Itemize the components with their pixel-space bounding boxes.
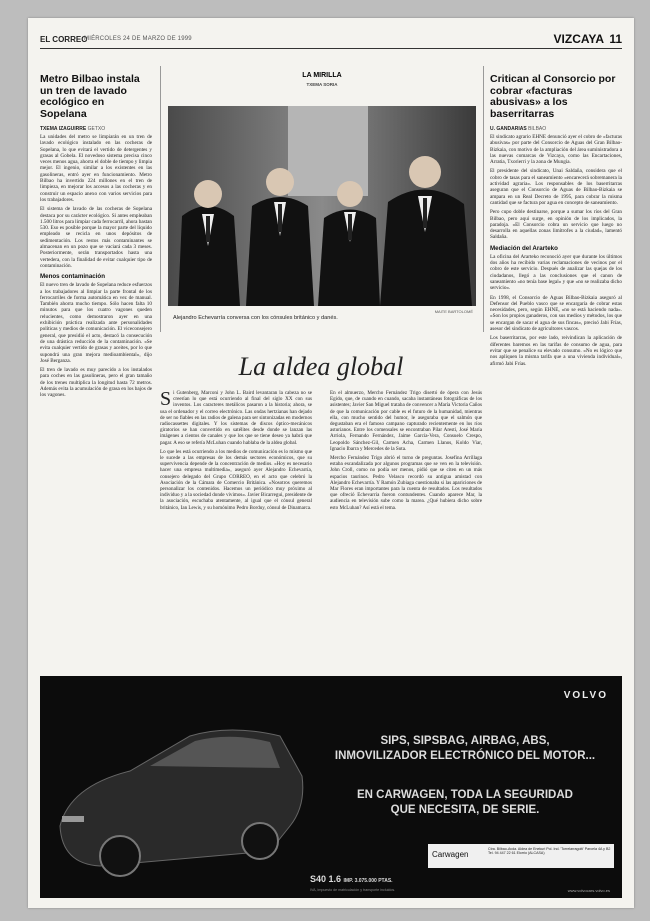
center-column-a: [160, 390, 312, 514]
left-place: GETXO: [87, 126, 106, 132]
left-headline: Metro Bilbao instala un tren de lavado ecológico en Sopelana: [40, 73, 140, 120]
column-title: La aldea global: [238, 352, 404, 381]
right-byline: [490, 126, 622, 132]
page-header: [40, 32, 622, 49]
left-paragraph: La unidades del metro se limpiarán en un tren de lavado ecológico instalado en las cocheras de Sopelana, lo que evitará el vertido de detergentes y grasas al Gobela. El novedoso sistema precisa cinco veces menos agua, ahorra el doble de tiempo y limpia mejor. El ingenio, similar a los existentes en las gasolineras, entró ayer en funcionamiento. Metro Bilbao ha invertido 224 millones en el tren de limpieza, en mejorar los accesos a las cocheras y en construir un espacio anexo con varios servicios para los trabajadores.: [40, 134, 152, 203]
center-column-b: [330, 390, 482, 514]
news-photo: [168, 106, 476, 306]
ad-price-note: IMP. 3.075.000 PTAS.: [343, 878, 393, 884]
ad-slogan: [310, 788, 620, 818]
photo-credit: MAITE BARTOLOMÉ: [434, 309, 473, 314]
center-paragraph-text: i Gutenberg, Marconi y John L. Baird levantaran la cabeza no se creerían lo que está ocurriendo al final del siglo XX con sus inventos. Los caracteres metálicos pasaron a la historia; ahora, se usa el ordenador y el correo electrónico. Las ondas hertzianas han dejado de ser no fiables en las radios de galena para ser sintonizadas en modernos radiocassettes digitales. Y los sistemas de discos óptico-mecánicos giratorios se han convertido en satélites desde donde se lanzan las imágenes a cientos de canales y que los que se tiene deseo ya habrá que pagar. A eso se refería McLuhan cuando hablaba de la aldea global.: [160, 390, 312, 446]
dealer-box: [428, 844, 614, 868]
ad-features-line: INMOVILIZADOR ELECTRÓNICO DEL MOTOR...: [334, 750, 596, 762]
right-paragraph: El presidente del sindicato, Unai Saldaña, considera que el cobro de tasas para el saneamiento «encarecerá sobremanera la actividad agraria». Los responsables de los baserritarras aseguran que el Consorcio de Aguas de Bilbao-Bizkaia se ampara en un Real Decreto de 1995, para cobrar la misma cantidad que se factura por agua en concepto de saneamiento.: [490, 168, 622, 206]
left-subhead: Menos contaminación: [40, 273, 105, 281]
right-place: BILBAO: [528, 126, 547, 132]
newspaper-name: EL CORREO: [40, 35, 88, 44]
ad-features: [310, 734, 620, 764]
right-paragraph: El sindicato agrario EHNE denunció ayer el cobro de «facturas abusivas» por parte del Consorcio de Aguas del Gran Bilbao-Bizkaia, con motivo de la ampliación del área suministradora a las nuevas comarcas de Vizcaya, como las Encartaciones, Arratia, Txorierri y la zona de Mungia.: [490, 134, 622, 166]
center-paragraph: Mercho Fernández Trigo abrió el turno de preguntas. Josefina Arrillaga estaba escandalizada por algunos programas que se ven en la televisión. John Croll, como no podía ser menos, pidió que se citen en un más espacios taurinos. Pedro Velasco recordó su antigua amistad con Alejandro Echevarría. Y Ramón Zubiaga cuestionaba si las apariciones de Mar Flores eran importantes para la cuenta de resultados. Los resultados que ofreció Echevarría fueron contundentes. Cuando aparece Mar, la audiencia en televisión sube como la marea. ¿Qué hubiera dicho sobre esto McLuhan? Así está el tema.: [330, 455, 482, 511]
newspaper-page: [28, 18, 634, 908]
right-paragraph: En 1998, el Consorcio de Aguas Bilbao-Bizkaia aseguró al Defensor del Pueblo vasco que se encargaría de cobrar estas necesidades, pero, según EHNE, «no se está haciendo nada». «Son los propios ganaderos, con sus medios y métodos, los que se encargan de sacar el agua de sus fincas», precisó Jabi Frías, asesor del sindicato de agricultores vascos.: [490, 294, 622, 333]
dealer-address: Ctra. Bilbao-Avda. Aldea de Enekuri Pol. Ind. 'Torrelarragoiti' Parcela 4A y B2 Tel. 94 447 22 61 Elorrio (ALCASA): [488, 847, 611, 856]
ad-price: [310, 874, 393, 884]
car-illustration: [40, 676, 310, 898]
left-paragraph: El tren de lavado es muy parecido a los instalados para coches en las gasolineras, pero el gran tamaño de los trenes multiplica la longitud hasta 72 metros. Además evita la acumulación de grasa en los bajos de los vagones.: [40, 367, 152, 399]
right-paragraph: La oficina del Ararteko reconoció ayer que durante los últimos dos años ha recibido varias reclamaciones de vecinos por el cobro de este servicio. Después de analizar las quejas de los ciudadanos, llegó a las conclusiones que el canon de saneamiento «no tenía base legal» y que «no se realizaba dicho servicio».: [490, 253, 622, 292]
column-author: TXEMA SORIA: [306, 82, 338, 87]
ad-website: www.volvocars.volvo.es: [567, 888, 610, 893]
section-name: VIZCAYA: [553, 32, 604, 46]
issue-date: MIÉRCOLES 24 DE MARZO DE 1999: [84, 36, 192, 42]
left-article: [40, 74, 152, 402]
ad-slogan-line: EN CARWAGEN, TODA LA SEGURIDAD: [357, 789, 573, 801]
right-subhead: Mediación del Ararteko: [490, 244, 558, 252]
left-paragraph: El nuevo tren de lavado de Sopelana reduce esfuerzos a los trabajadores al limpiar la parte frontal de los ferrocarriles de forma automática en vez de manual. También ahorra mucho tiempo. Sólo hacen falta 10 minutos para que los cuatro vagones queden relucientes, como demostraron ayer en una exhibición práctica realizada ante personalidades políticas y medios de comunicación. El viceconsejero general, que presidió el acto, destacó la consecución de una drástica reducción de la contaminación. «Se evita cualquier vertido de grasas y aceites, por lo que supondrá una gran mejora medioambiental», dijo José Berganza.: [40, 282, 152, 364]
ad-model: S40 1.6: [310, 874, 342, 884]
ad-fine-print: IVA, impuesto de matriculación y transporte incluidos.: [310, 888, 396, 892]
ad-slogan-line: QUE NECESITA, DE SERIE.: [390, 804, 540, 816]
center-paragraph: Lo que les está ocurriendo a los medios de comunicación es lo mismo que le sucede a las empresas de los demás sectores económicos, que su supervivencia depende de la concentración de medios. «Hoy es necesario hacer una empresa multimedia», aseguró ayer Alejandro Echevarría, consejero delegado del Grupo CORREO, en el acto que celebró la Asociación de la Cámara de Comercio Británica. «Nosotros queremos personalizar los contenidos. Hacemos un periódico muy próximo al individuo y a la sociedad donde vivimos». Javier Bicarregui, presidente de la asociación, escuchaba atentamente, al igual que el cónsul general británico, Ian Lewis, y su homónimo Pedro Borduy, cónsul de Dinamarca.: [160, 448, 312, 511]
drop-cap: S: [160, 388, 172, 410]
right-paragraph: Pero cupo doble destinarse, porque a sumar los ríos del Gran Bilbao, pero aquí surge, en opinión de los implicados, la paradoja. «El Consorcio cobra un servicio que luego no desarrolla en aquellas zonas limítrofes a la ciudad», lamentó Saldaña.: [490, 209, 622, 241]
dealer-name: Carwagen: [432, 850, 469, 859]
center-paragraph: En el almuerzo, Mercho Fernández Trigo disertó de ópera con Jesús Egido, que, de cuando en cuando, sacaba instantáneas fotográficas de los asistentes; Javier San Miguel trataba de convencer a María Victoria Caños de que la comunicación por cable es el futuro de la humanidad, mientras ella, con mucho sentido del humor, le aseguraba que el salmón que degustaban era el famoso campano capturado recientemente en los ríos asturianos. Entre los comensales se encontraban Pilar Aresti, José María Arriola, Fernando Fernández, Jaime García-Vera, Consuelo Crespo, Leopoldo Sánchez-Gil, Carmen Acha, Carmen Llanos, Koldo Viar, Ignacio Ibarra y Mercedes de la Sota.: [330, 390, 482, 452]
right-article: [490, 74, 622, 370]
left-byline: [40, 126, 152, 132]
left-paragraph: El sistema de lavado de las cocheras de Sopelana destaca por su carácter ecológico. Si antes empleaban 1.500 litros para limpiar cada ferrocarril, ahora bastan 530. Eso es posible porque la mayor parte del líquido empleado se recicla en unos depósitos de sedimentación. Los restos más contaminantes se almacenan en un pozo que se vaciará cada 3 meses. Posteriormente, serán transportados hasta una vertedera, con la finalidad de evitar cualquier tipo de contaminación.: [40, 206, 152, 269]
page-number: 11: [609, 32, 622, 46]
mirilla-box: [160, 66, 484, 332]
volvo-advertisement: [40, 676, 622, 898]
column-kicker: LA MIRILLA: [302, 72, 342, 79]
right-paragraph: Los baserritarras, por este lado, reivindican la aplicación de diferentes baremos en las tarifas de consumo de agua, para evitar que se penalice su elevado consumo. «No es lógico que nos apliquen la misma tarifa que a una vivienda individual», afirmó Jabi Frías.: [490, 335, 622, 367]
ad-brand: VOLVO: [563, 690, 608, 701]
center-paragraph: [160, 390, 312, 446]
ad-features-line: SIPS, SIPSBAG, AIRBAG, ABS,: [380, 735, 550, 747]
photo-illustration: [168, 106, 476, 306]
photo-caption: Alejandro Echevarría conversa con los cónsules británico y danés.: [173, 315, 338, 321]
right-headline: Critican al Consorcio por cobrar «facturas abusivas» a los baserritarras: [490, 73, 616, 120]
left-author: TXEMA IZAGUIRRE: [40, 126, 87, 132]
right-author: U. GANDARIAS: [490, 126, 527, 132]
